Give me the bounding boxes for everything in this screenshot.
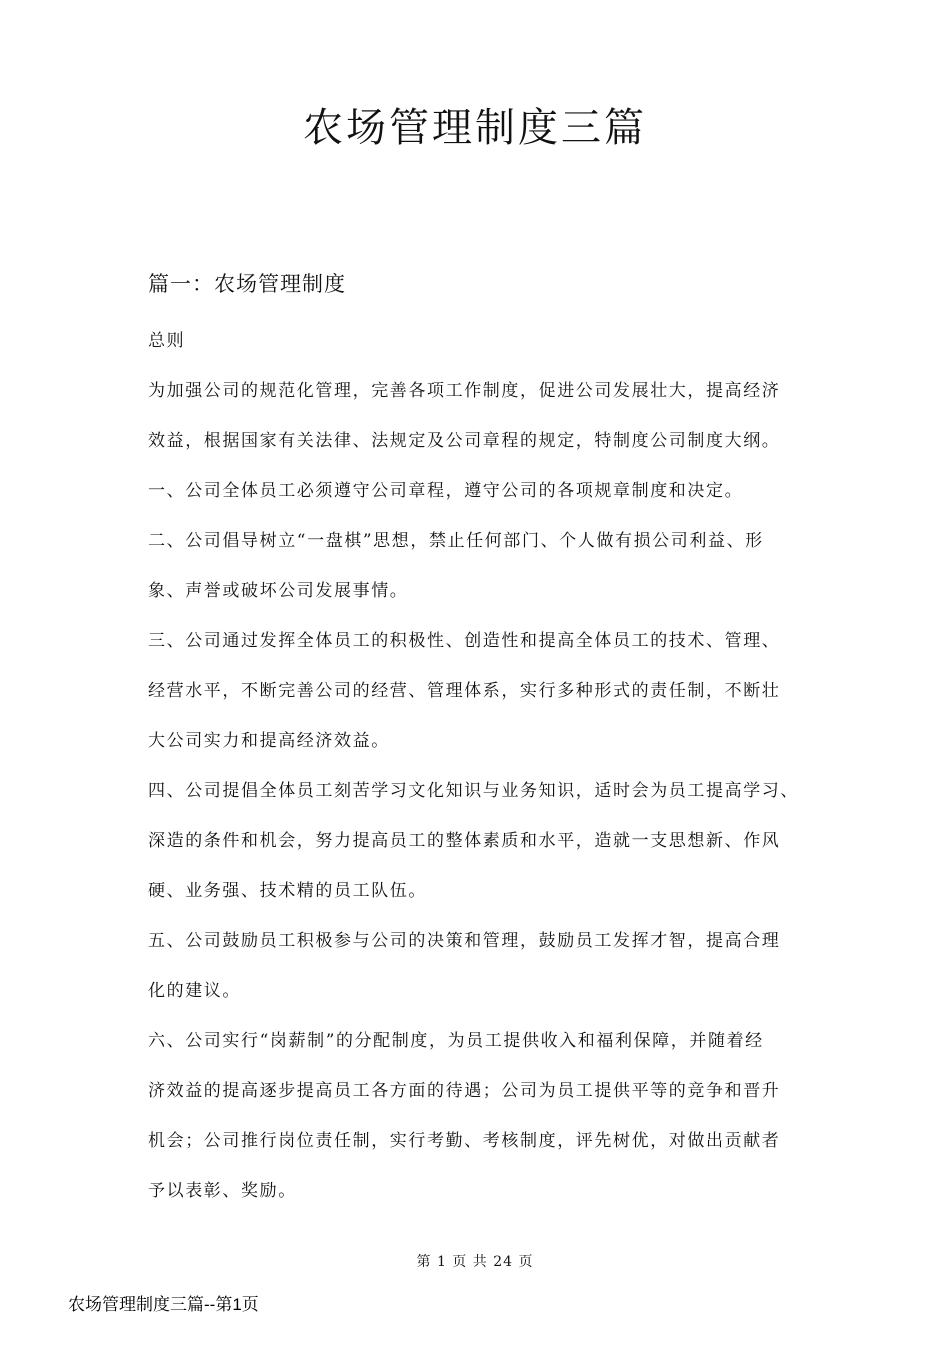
text-line: 六、公司实行“岗薪制”的分配制度，为员工提供收入和福利保障，并随着经: [148, 1031, 764, 1051]
text-line: 予以表彰、奖励。: [148, 1181, 297, 1201]
text-line: 硬、业务强、技术精的员工队伍。: [148, 881, 427, 901]
document-body: [148, 326, 808, 1226]
text-line: 象、声誉或破坏公司发展事情。: [148, 581, 409, 601]
text-line: 机会；公司推行岗位责任制，实行考勤、考核制度，评先树优，对做出贡献者: [148, 1131, 781, 1151]
section-heading: 篇一：农场管理制度: [148, 272, 346, 296]
text-line: 济效益的提高逐步提高员工各方面的待遇；公司为员工提供平等的竞争和晋升: [148, 1081, 781, 1101]
text-line: 化的建议。: [148, 981, 241, 1001]
text-line: 总则: [148, 331, 186, 351]
footer-caption: 农场管理制度三篇--第1页: [68, 1295, 259, 1314]
text-line: 五、公司鼓励员工积极参与公司的决策和管理，鼓励员工发挥才智，提高合理: [148, 931, 781, 951]
text-line: 效益，根据国家有关法律、法规定及公司章程的规定，特制度公司制度大纲。: [148, 431, 781, 451]
text-line: 一、公司全体员工必须遵守公司章程，遵守公司的各项规章制度和决定。: [148, 481, 744, 501]
text-line: 四、公司提倡全体员工刻苦学习文化知识与业务知识，适时会为员工提高学习、: [148, 781, 799, 801]
page-number: 第 1 页 共 24 页: [416, 1254, 534, 1270]
text-line: 大公司实力和提高经济效益。: [148, 731, 390, 751]
text-line: 为加强公司的规范化管理，完善各项工作制度，促进公司发展壮大，提高经济: [148, 381, 781, 401]
text-line: 深造的条件和机会，努力提高员工的整体素质和水平，造就一支思想新、作风: [148, 831, 781, 851]
text-line: 三、公司通过发挥全体员工的积极性、创造性和提高全体员工的技术、管理、: [148, 631, 781, 651]
document-title: 农场管理制度三篇: [303, 105, 647, 151]
text-line: 经营水平，不断完善公司的经营、管理体系，实行多种形式的责任制，不断壮: [148, 681, 781, 701]
text-line: 二、公司倡导树立“一盘棋”思想，禁止任何部门、个人做有损公司利益、形: [148, 531, 764, 551]
